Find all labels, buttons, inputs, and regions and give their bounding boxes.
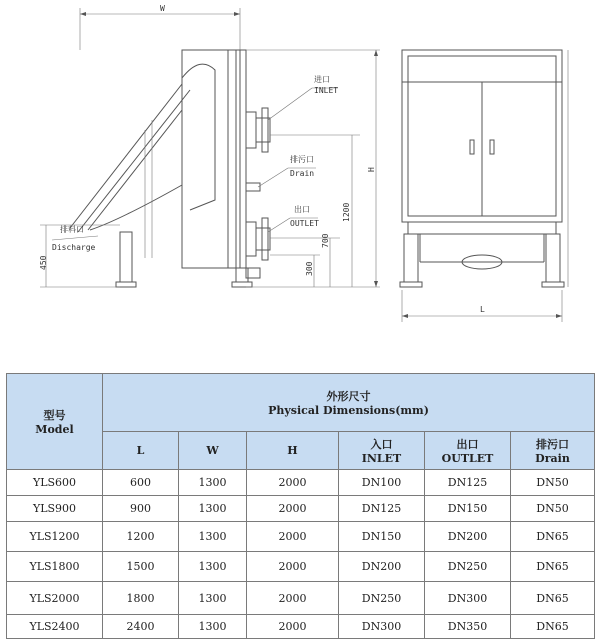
col-header-w (179, 432, 247, 470)
h-cell: 2000 (247, 552, 339, 582)
h-cell: 2000 (247, 582, 339, 615)
drain-cell: DN65 (511, 552, 595, 582)
w-cell: 1300 (179, 496, 247, 522)
dim-1200-label: 1200 (342, 202, 351, 222)
col-header-drain-cn: 排污口 (536, 438, 569, 451)
discharge-cn-label: 排料口 (60, 225, 84, 234)
table-row (7, 552, 595, 582)
outlet-cell: DN125 (425, 470, 511, 496)
col-header-inlet (339, 432, 425, 470)
inlet-en-label: INLET (314, 86, 339, 95)
inlet-cell: DN200 (339, 552, 425, 582)
col-header-outlet-cn: 出口 (456, 438, 479, 451)
l-cell: 1200 (103, 522, 179, 552)
l-cell: 900 (103, 496, 179, 522)
model-cell: YLS2000 (7, 582, 103, 615)
table-row (7, 582, 595, 615)
model-cell: YLS600 (7, 470, 103, 496)
outlet-cell: DN150 (425, 496, 511, 522)
col-header-l (103, 432, 179, 470)
outlet-en-label: OUTLET (290, 219, 319, 228)
w-cell: 1300 (179, 615, 247, 639)
inlet-cell: DN125 (339, 496, 425, 522)
h-cell: 2000 (247, 496, 339, 522)
model-cell: YLS900 (7, 496, 103, 522)
model-cell: YLS2400 (7, 615, 103, 639)
col-header-drain (511, 432, 595, 470)
h-cell: 2000 (247, 470, 339, 496)
outlet-cell: DN300 (425, 582, 511, 615)
dim-700-label: 700 (321, 233, 330, 248)
col-header-w-en: W (206, 444, 219, 457)
outlet-cn-label: 出口 (294, 205, 310, 214)
h-cell: 2000 (247, 522, 339, 552)
model-header (7, 374, 103, 470)
table-row (7, 496, 595, 522)
model-cell: YLS1800 (7, 552, 103, 582)
model-header-en: Model (35, 423, 74, 436)
discharge-en-label: Discharge (52, 243, 96, 252)
drain-cell: DN50 (511, 496, 595, 522)
col-header-h-en: H (287, 444, 298, 457)
l-cell: 600 (103, 470, 179, 496)
drain-cn-label: 排污口 (290, 155, 314, 164)
col-header-drain-en: Drain (535, 452, 570, 465)
drain-cell: DN50 (511, 470, 595, 496)
h-cell: 2000 (247, 615, 339, 639)
model-header-cn: 型号 (43, 409, 66, 422)
dimensions-table (6, 373, 595, 639)
dim-300-label: 300 (305, 261, 314, 276)
drain-cell: DN65 (511, 522, 595, 552)
height-label: H (367, 167, 376, 172)
outlet-cell: DN200 (425, 522, 511, 552)
table-row (7, 615, 595, 639)
inlet-cell: DN250 (339, 582, 425, 615)
dimensions-header-en: Physical Dimensions(mm) (268, 404, 429, 417)
w-cell: 1300 (179, 470, 247, 496)
outlet-cell: DN250 (425, 552, 511, 582)
inlet-cell: DN300 (339, 615, 425, 639)
w-cell: 1300 (179, 522, 247, 552)
dim-450-label: 450 (39, 255, 48, 270)
length-label: L (480, 305, 485, 314)
col-header-inlet-cn: 入口 (370, 438, 393, 451)
l-cell: 1500 (103, 552, 179, 582)
inlet-cell: DN150 (339, 522, 425, 552)
inlet-cn-label: 进口 (314, 75, 330, 84)
l-cell: 2400 (103, 615, 179, 639)
col-header-inlet-en: INLET (361, 452, 402, 465)
model-cell: YLS1200 (7, 522, 103, 552)
table-row (7, 522, 595, 552)
drain-cell: DN65 (511, 615, 595, 639)
col-header-outlet (425, 432, 511, 470)
col-header-h (247, 432, 339, 470)
w-cell: 1300 (179, 582, 247, 615)
w-cell: 1300 (179, 552, 247, 582)
dimensions-header-cn: 外形尺寸 (326, 390, 371, 403)
dimensions-header (103, 374, 595, 432)
width-label: W (160, 4, 165, 13)
drain-cell: DN65 (511, 582, 595, 615)
drain-en-label: Drain (290, 169, 315, 178)
front-view (400, 50, 568, 322)
outlet-cell: DN350 (425, 615, 511, 639)
col-header-outlet-en: OUTLET (441, 452, 494, 465)
side-view (39, 4, 380, 287)
l-cell: 1800 (103, 582, 179, 615)
table-row (7, 470, 595, 496)
col-header-l-en: L (136, 444, 145, 457)
inlet-cell: DN100 (339, 470, 425, 496)
